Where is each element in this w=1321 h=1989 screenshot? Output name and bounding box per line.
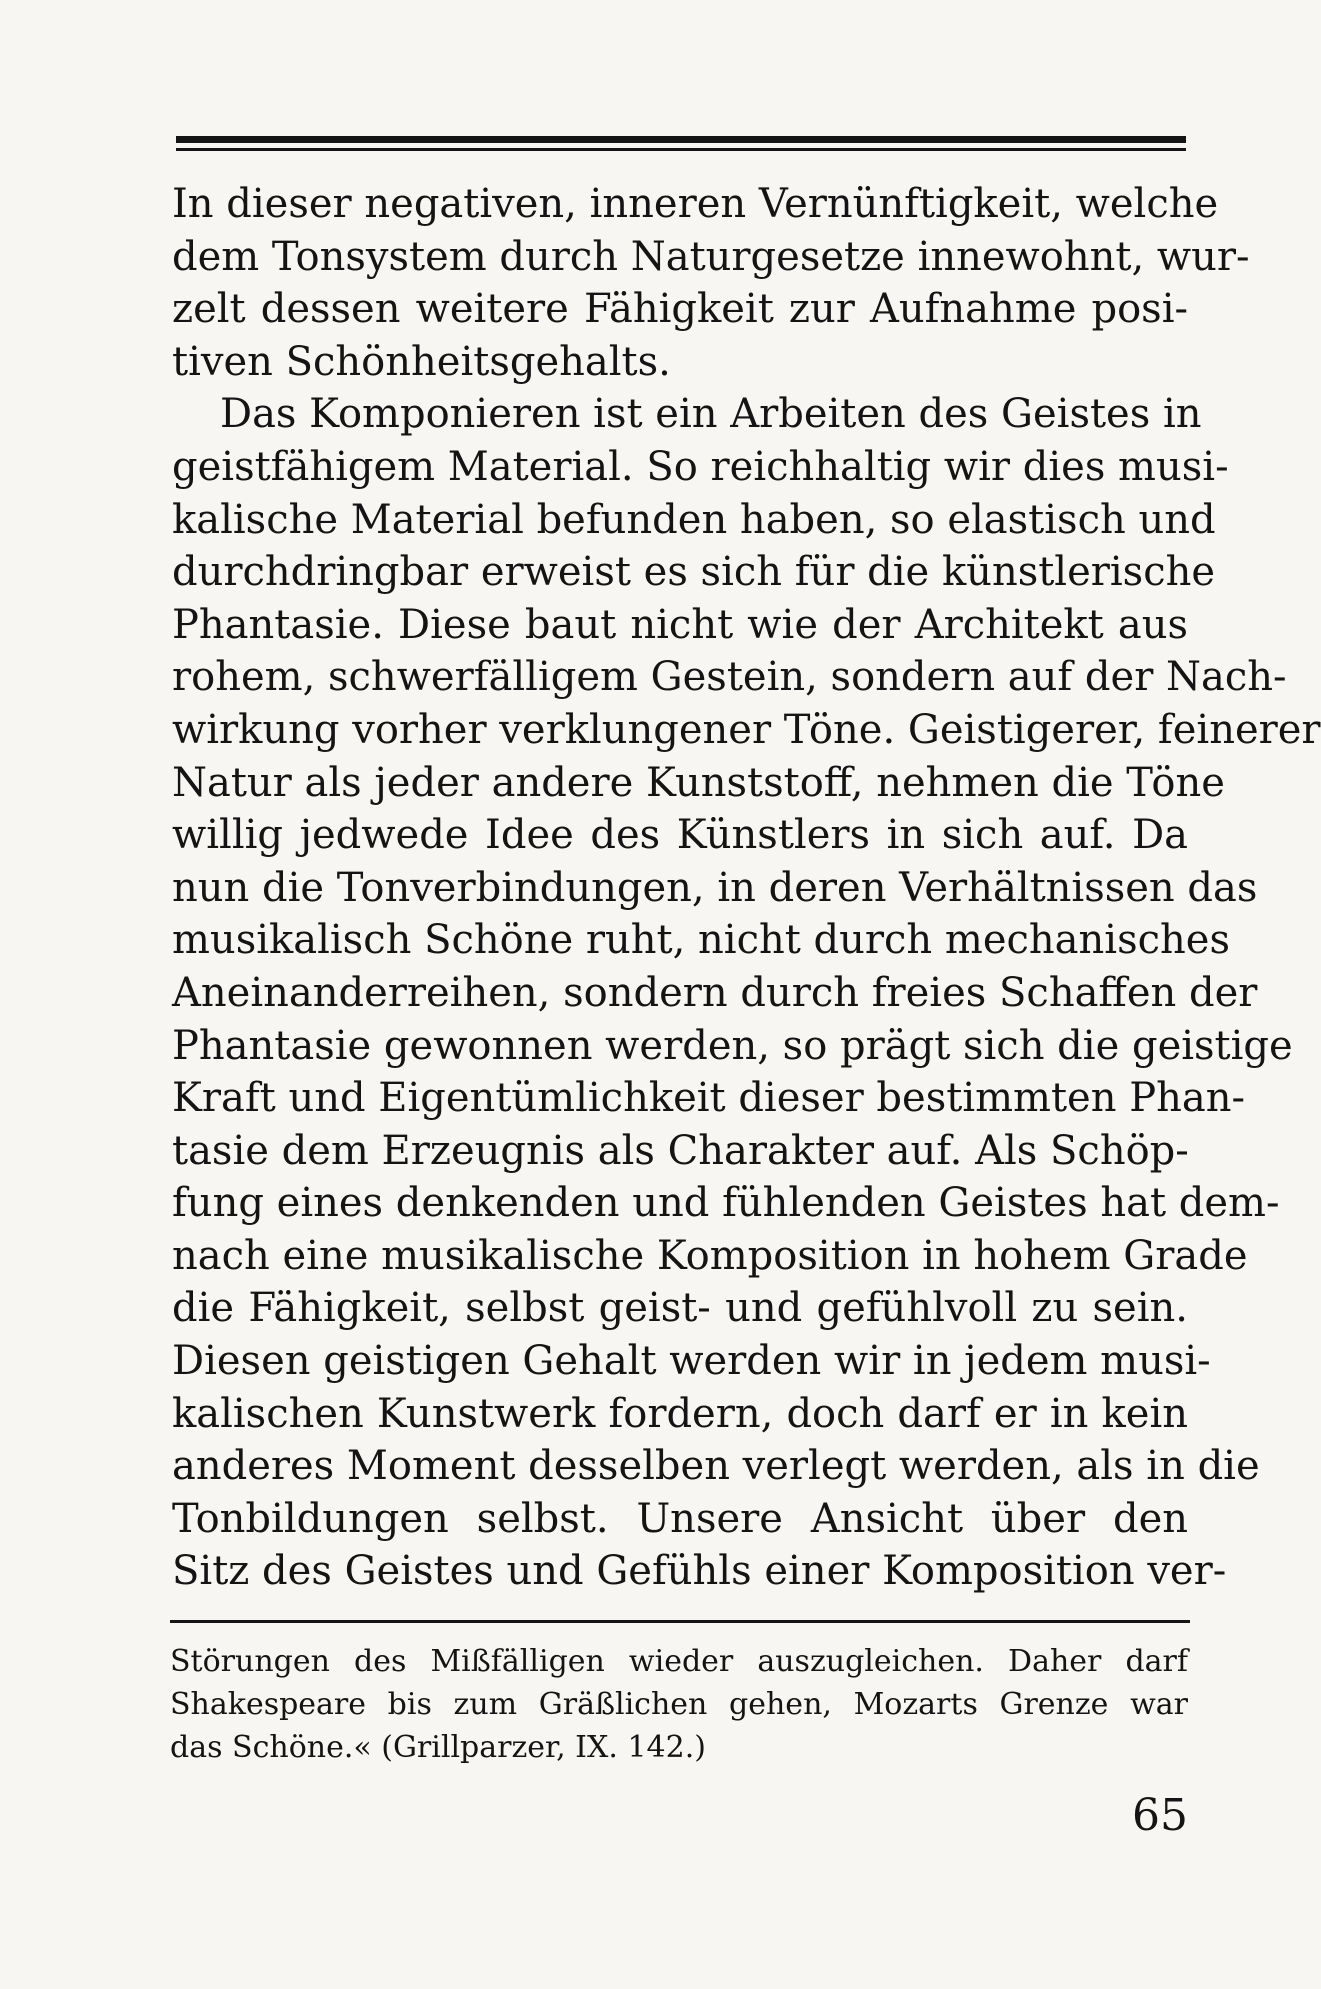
body-line: Natur als jeder andere Kunststoff, nehmen die Töne: [172, 759, 1225, 806]
body-line: fung eines denkenden und fühlenden Geistes hat dem-: [172, 1180, 1280, 1227]
header-double-rule: [176, 136, 1186, 156]
header-rule-thin: [176, 148, 1186, 151]
body-line: anderes Moment desselben verlegt werden, als in die: [172, 1443, 1260, 1490]
body-line: tiven Schönheitsgehalts.: [172, 338, 671, 385]
body-line: durchdringbar erweist es sich für die künstlerische: [172, 549, 1216, 596]
body-line: Sitz des Geistes und Gefühls einer Komposition ver-: [172, 1548, 1227, 1595]
footnote-line: das Schöne.« (Grillparzer, IX. 142.): [170, 1730, 706, 1765]
body-line: zelt dessen weitere Fähigkeit zur Aufnahme posi-: [172, 286, 1188, 333]
body-line: Phantasie gewonnen werden, so prägt sich die geistige: [172, 1022, 1293, 1069]
body-line: kalische Material befunden haben, so elastisch und: [172, 496, 1216, 543]
body-line: Diesen geistigen Gehalt werden wir in jedem musi-: [172, 1338, 1211, 1385]
body-line: Aneinanderreihen, sondern durch freies Schaffen der: [172, 969, 1258, 1016]
footnote-line: Störungen des Mißfälligen wieder auszugleichen. Daher darf: [170, 1644, 1188, 1679]
footnote-line: Shakespeare bis zum Gräßlichen gehen, Mozarts Grenze war: [170, 1687, 1188, 1722]
body-line: In dieser negativen, inneren Vernünftigkeit, welche: [172, 181, 1219, 227]
body-line: Tonbildungen selbst. Unsere Ansicht über den: [172, 1495, 1188, 1542]
body-line: Phantasie. Diese baut nicht wie der Architekt aus: [172, 601, 1188, 648]
body-line: Kraft und Eigentümlichkeit dieser bestimmten Phan-: [172, 1075, 1245, 1122]
body-text: [172, 178, 1321, 1598]
body-line: rohem, schwerfälligem Gestein, sondern auf der Nach-: [172, 654, 1287, 701]
body-line: wirkung vorher verklungener Töne. Geistigerer, feinerer: [172, 706, 1321, 753]
body-line: kalischen Kunstwerk fordern, doch darf er in kein: [172, 1390, 1188, 1437]
body-line: die Fähigkeit, selbst geist- und gefühlvoll zu sein.: [172, 1285, 1188, 1332]
body-line: dem Tonsystem durch Naturgesetze innewohnt, wur-: [172, 233, 1250, 280]
body-line: Das Komponieren ist ein Arbeiten des Geistes in: [220, 391, 1202, 438]
footnote-rule: [170, 1620, 1190, 1623]
body-line: geistfähigem Material. So reichhaltig wir dies musi-: [172, 443, 1229, 490]
body-line: nach eine musikalische Komposition in hohem Grade: [172, 1232, 1248, 1279]
body-line: nun die Tonverbindungen, in deren Verhältnissen das: [172, 864, 1258, 911]
body-line: tasie dem Erzeugnis als Charakter auf. Als Schöp-: [172, 1127, 1189, 1174]
body-line: willig jedwede Idee des Künstlers in sich auf. Da: [172, 812, 1188, 859]
footnote: [170, 1640, 1188, 1769]
page-number: 65: [1132, 1790, 1188, 1841]
body-line: musikalisch Schöne ruht, nicht durch mechanisches: [172, 917, 1230, 964]
header-rule-thick: [176, 136, 1186, 143]
